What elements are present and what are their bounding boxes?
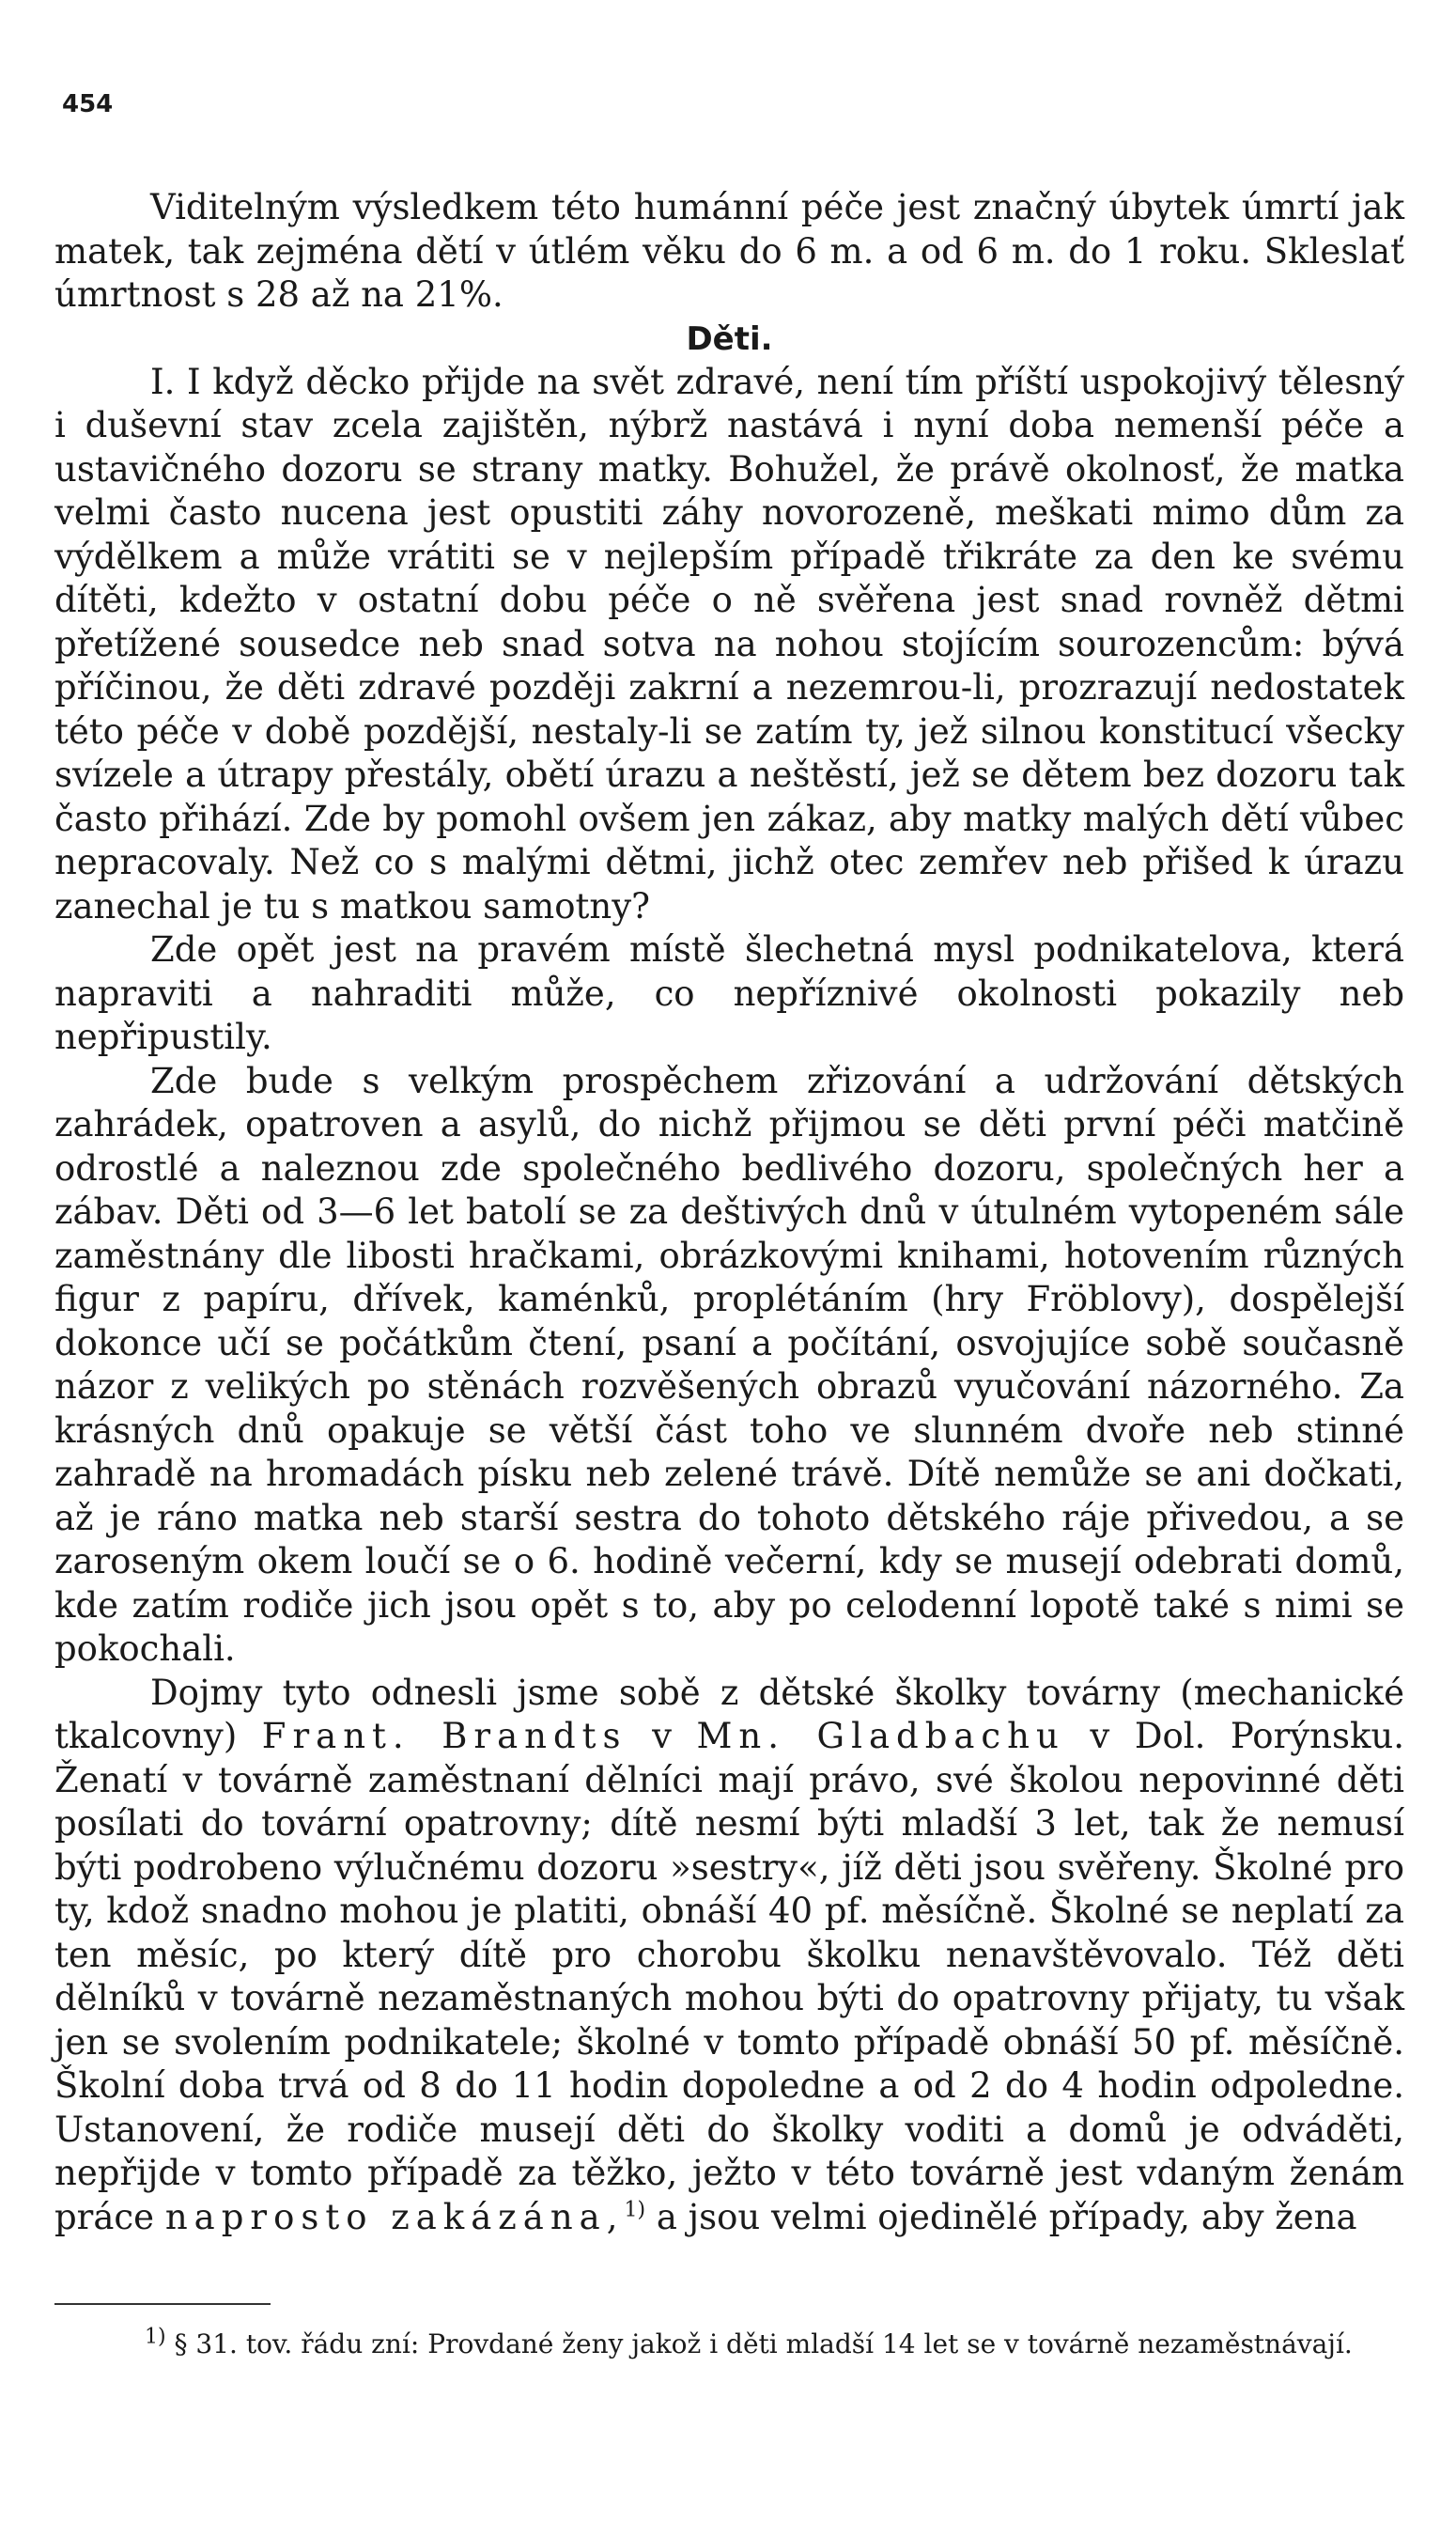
paragraph-4-part-3: v Dol. Porýnsku. Ženatí v továrně zaměstnaní dělníci mají právo, své školou nepovinné děti posílati do tovární opatrovny; dítě nesmí býti mladší 3 let, tak že nemusí býti podrobeno výlučnému dozoru »sestry«, jíž děti jsou svěřeny. Školné pro ty, kdož snadno mohou je platiti, obnáší 40 pf. měsíčně. Školné se neplatí za ten měsíc, po který dítě pro chorobu školku nenavštěvovalo. Též děti dělníků v továrně nezaměstnaných mohou býti do opatrovny přijaty, tu však jen se svolením podnikatele; školné v tomto případě obnáší 50 pf. měsíčně. Školní doba trvá od 8 do 11 hodin dopoledne a od 2 do 4 hodin odpoledne. Ustanovení, že rodiče musejí děti do školky voditi a domů je odváděti, nepřijde v tomto případě za těžko, ježto v této továrně jest vdaným ženám práce — [54, 1716, 1404, 2237]
footnote — [54, 2327, 1404, 2362]
paragraph-1: I. I když děcko přijde na svět zdravé, není tím příští uspokojivý tělesný i duševní stav zcela zajištěn, nýbrž nastává i nyní doba nemenší péče a ustavičného dozoru se strany matky. Bohužel, že právě okolnosť, že matka velmi často nucena jest opustiti záhy novorozeně, meškati mimo dům za výdělkem a může vrátiti se v nejlepším případě třikráte za den ke svému dítěti, kdežto v ostatní dobu péče o ně svěřena jest snad rovněž dětmi přetížené sousedce neb snad sotva na nohou stojícím sourozencům: bývá příčinou, že děti zdravé později zakrní a nezemrou-li, prozrazují nedostatek této péče v době pozdější, nestaly-li se zatím ty, jež silnou konstitucí všecky svízele a útrapy přestály, obětí úrazu a neštěstí, jež se dětem bez dozoru tak často přihází. Zde by pomohl ovšem jen zákaz, aby matky malých dětí vůbec nepracovaly. Než co s malými dětmi, jichž otec zemřev neb přišed k úrazu zanechal je tu s matkou samotny? — [54, 361, 1404, 926]
footnote-reference: 1) — [624, 2198, 646, 2222]
footnote-divider — [54, 2303, 271, 2305]
page-body — [54, 186, 1404, 2239]
emphasis-text: naprosto zakázána, — [164, 2196, 625, 2237]
section-heading: Děti. — [686, 319, 773, 358]
page-number: 454 — [62, 90, 114, 118]
paragraph-4-part-4: a jsou velmi ojedinělé případy, aby žena — [645, 2196, 1357, 2237]
footnote-text: § 31. tov. řádu zní: Provdané ženy jakož i děti mladší 14 let se v továrně nezaměstnávají. — [165, 2328, 1353, 2359]
firm-name: Frant. Brandts — [261, 1716, 627, 1756]
city-name: Mn. Gladbachu — [696, 1716, 1065, 1756]
paragraph-4-part-2: v — [627, 1716, 697, 1756]
paragraph-4 — [54, 1672, 1404, 2240]
footnote-mark: 1) — [145, 2325, 166, 2349]
intro-paragraph: Viditelným výsledkem této humánní péče jest značný úbytek úmrtí jak matek, tak zejména dětí v útlém věku do 6 m. a od 6 m. do 1 roku. Skleslať úmrtnost s 28 až na 21%. — [54, 187, 1404, 315]
paragraph-3: Zde bude s velkým prospěchem zřizování a udržování dětských zahrádek, opatroven a asylů, do nichž přijmou se děti první péči matčině odrostlé a naleznou zde společného bedlivého dozoru, společných her a zábav. Děti od 3—6 let batolí se za deštivých dnů v útulném vytopeném sále zaměstnány dle libosti hračkami, obrázkovými knihami, hotovením různých figur z papíru, dřívek, kaménků, proplétáním (hry Fröblovy), dospělejší dokonce učí se počátkům čtení, psaní a počítání, osvojujíce sobě současně názor z velikých po stěnách rozvěšených obrazů vyučování názorného. Za krásných dnů opakuje se větší část toho ve slunném dvoře neb stinné zahradě na hromadách písku neb zelené trávě. Dítě nemůže se ani dočkati, až je ráno matka neb starší sestra do tohoto dětského ráje přivedou, a se zaroseným okem loučí se o 6. hodině večerní, kdy se musejí odebrati domů, kde zatím rodiče jich jsou opět s to, aby po celodenní lopotě také s nimi se pokochali. — [54, 1060, 1404, 1669]
paragraph-4-part-1: Dojmy tyto odnesli jsme sobě z dětské školky továrny (mechanické tkalcovny) — [54, 1672, 1404, 1756]
paragraph-2: Zde opět jest na pravém místě šlechetná mysl podnikatelova, která napraviti a nahraditi může, co nepříznivé okolnosti pokazily neb nepřipustily. — [54, 929, 1404, 1057]
